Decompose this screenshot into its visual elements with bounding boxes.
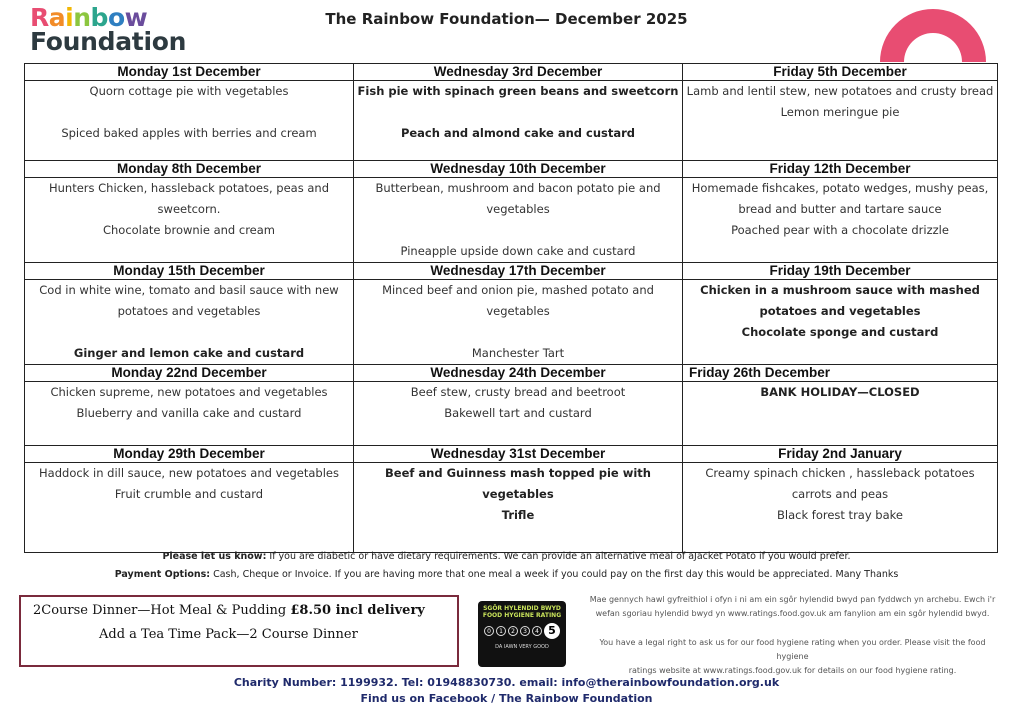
hygiene-legal-welsh xyxy=(585,593,1000,621)
day-header-row xyxy=(25,64,998,81)
food-hygiene-rating-badge xyxy=(478,601,566,667)
day-menu-cell xyxy=(683,81,998,161)
hygiene-score-1: 1 xyxy=(496,626,506,636)
payment-note-text: Cash, Cheque or Invoice. If you are having more that one meal a week if you could pay on the first day this would be appreciated. Many Thanks xyxy=(210,569,899,580)
logo-letter: a xyxy=(48,3,66,32)
day-header: Friday 19th December xyxy=(683,263,998,280)
logo-letter: w xyxy=(124,3,148,32)
menu-item: Fish pie with spinach green beans and sweetcorn xyxy=(357,84,679,98)
menu-items-row xyxy=(25,463,998,553)
day-header: Wednesday 17th December xyxy=(354,263,683,280)
dietary-note xyxy=(0,551,1013,562)
menu-item: Chocolate sponge and custard xyxy=(741,325,939,339)
page-title: The Rainbow Foundation— December 2025 xyxy=(325,10,688,28)
day-header-row xyxy=(25,263,998,280)
day-header: Friday 12th December xyxy=(683,161,998,178)
logo-letter: o xyxy=(107,3,125,32)
dietary-note-text: If you are diabetic or have dietary requirements. We can provide an alternative meal of aJacket Potato if you would prefer. xyxy=(266,551,851,562)
menu-item: Cod in white wine, tomato and basil sauce with new potatoes and vegetables xyxy=(39,283,339,318)
hygiene-score-4: 4 xyxy=(532,626,542,636)
spacer xyxy=(357,102,679,123)
logo-letter: i xyxy=(65,3,74,32)
payment-note xyxy=(0,569,1013,580)
day-menu-cell xyxy=(683,280,998,365)
menu-item: Butterbean, mushroom and bacon potato pie and vegetables xyxy=(375,181,661,216)
spacer xyxy=(357,322,679,343)
payment-note-label: Payment Options: xyxy=(114,569,211,580)
pricing-box xyxy=(19,595,459,667)
menu-item: Pineapple upside down cake and custard xyxy=(400,244,636,258)
menu-item: Bakewell tart and custard xyxy=(444,406,592,420)
menu-item: Ginger and lemon cake and custard xyxy=(73,346,305,360)
hygiene-score-0: 0 xyxy=(484,626,494,636)
menu-item: Manchester Tart xyxy=(471,346,565,360)
spacer xyxy=(28,322,350,343)
logo-letter: R xyxy=(30,3,49,32)
menu-item: Chocolate brownie and cream xyxy=(102,223,276,237)
welsh-line: Mae gennych hawl gyfreithiol i ofyn i ni am ein sgôr hylendid bwyd pan fyddwch yn archebu. Ewch i'r xyxy=(589,595,996,604)
menu-item: Chicken supreme, new potatoes and vegetables xyxy=(50,385,328,399)
day-header: Monday 15th December xyxy=(25,263,354,280)
day-menu-cell xyxy=(354,280,683,365)
day-menu-cell xyxy=(354,81,683,161)
day-header: Monday 29th December xyxy=(25,446,354,463)
hygiene-score-2: 2 xyxy=(508,626,518,636)
day-header-row xyxy=(25,446,998,463)
day-header: Friday 5th December xyxy=(683,64,998,81)
menu-item: Quorn cottage pie with vegetables xyxy=(89,84,289,98)
menu-item: BANK HOLIDAY—CLOSED xyxy=(760,385,920,399)
day-menu-cell xyxy=(25,81,354,161)
pricing-line-2: Add a Tea Time Pack—2 Course Dinner xyxy=(99,627,358,642)
menu-table xyxy=(24,63,998,553)
day-menu-cell xyxy=(25,463,354,553)
day-menu-cell xyxy=(25,382,354,446)
hygiene-badge-bottom: DA IAWN VERY GOOD xyxy=(495,644,549,650)
pricing-meal-text: 2Course Dinner—Hot Meal & Pudding xyxy=(33,603,291,618)
menu-items-row xyxy=(25,382,998,446)
hygiene-score-3: 3 xyxy=(520,626,530,636)
menu-item: Lemon meringue pie xyxy=(780,105,900,119)
menu-item: Creamy spinach chicken , hassleback potatoes xyxy=(705,466,975,480)
menu-item: carrots and peas xyxy=(791,487,889,501)
day-header: Monday 8th December xyxy=(25,161,354,178)
day-header: Wednesday 3rd December xyxy=(354,64,683,81)
dietary-note-label: Please let us know: xyxy=(162,551,267,562)
day-menu-cell xyxy=(25,178,354,263)
hygiene-badge-title: SGÔR HYLENDID BWYD FOOD HYGIENE RATING xyxy=(482,605,562,619)
menu-items-row xyxy=(25,178,998,263)
day-header: Friday 26th December xyxy=(683,365,998,382)
menu-item: Homemade fishcakes, potato wedges, mushy peas, bread and butter and tartare sauce xyxy=(691,181,989,216)
hygiene-rating-5: 5 xyxy=(544,623,560,639)
menu-items-row xyxy=(25,280,998,365)
day-header: Wednesday 31st December xyxy=(354,446,683,463)
welsh-line: wefan sgoriau hylendid bwyd yn www.ratings.food.gov.uk am fanylion am ein sgôr hylendid bwyd. xyxy=(595,609,990,618)
logo-foundation-word: Foundation xyxy=(30,26,187,56)
menu-item: Haddock in dill sauce, new potatoes and vegetables xyxy=(39,466,339,480)
menu-item: Poached pear with a chocolate drizzle xyxy=(731,223,949,237)
menu-item: Spiced baked apples with berries and cream xyxy=(61,126,317,140)
day-menu-cell xyxy=(354,178,683,263)
menu-item: Beef stew, crusty bread and beetroot xyxy=(410,385,626,399)
spacer xyxy=(28,102,350,123)
menu-item: Blueberry and vanilla cake and custard xyxy=(76,406,302,420)
day-menu-cell xyxy=(354,463,683,553)
menu-item: Beef and Guinness mash topped pie with vegetables xyxy=(385,466,651,501)
day-menu-cell xyxy=(683,382,998,446)
day-header-row xyxy=(25,161,998,178)
day-header: Monday 22nd December xyxy=(25,365,354,382)
decorative-arch-icon xyxy=(878,6,988,62)
menu-item: Peach and almond cake and custard xyxy=(400,126,636,140)
day-header: Wednesday 24th December xyxy=(354,365,683,382)
menu-item: Black forest tray bake xyxy=(777,508,903,522)
english-line: ratings website at www.ratings.food.gov.uk for details on our food hygiene rating. xyxy=(628,666,957,675)
day-header: Monday 1st December xyxy=(25,64,354,81)
pricing-line-1 xyxy=(33,603,425,618)
day-header: Wednesday 10th December xyxy=(354,161,683,178)
menu-item: Lamb and lentil stew, new potatoes and crusty bread xyxy=(686,84,994,98)
facebook-link[interactable]: Find us on Facebook / The Rainbow Foundation xyxy=(360,692,653,705)
spacer xyxy=(357,220,679,241)
hygiene-legal-english xyxy=(585,636,1000,678)
day-menu-cell xyxy=(683,463,998,553)
menu-item: Hunters Chicken, hassleback potatoes, peas and sweetcorn. xyxy=(48,181,330,216)
hygiene-score-scale xyxy=(478,623,566,639)
menu-item: Trifle xyxy=(501,508,535,522)
day-menu-cell xyxy=(25,280,354,365)
day-menu-cell xyxy=(683,178,998,263)
menu-items-row xyxy=(25,81,998,161)
menu-item: Fruit crumble and custard xyxy=(114,487,264,501)
menu-item: Minced beef and onion pie, mashed potato and vegetables xyxy=(382,283,654,318)
logo-letter: b xyxy=(90,3,108,32)
pricing-price: £8.50 incl delivery xyxy=(290,603,425,618)
english-line: You have a legal right to ask us for our food hygiene rating when you order. Please visit the food hygiene xyxy=(599,638,986,661)
menu-item: Chicken in a mushroom sauce with mashed potatoes and vegetables xyxy=(700,283,980,318)
charity-contact: Charity Number: 1199932. Tel: 01948830730. email: info@therainbowfoundation.org.uk xyxy=(233,676,780,689)
day-header-row xyxy=(25,365,998,382)
logo-letter: n xyxy=(73,3,91,32)
day-header: Friday 2nd January xyxy=(683,446,998,463)
day-menu-cell xyxy=(354,382,683,446)
